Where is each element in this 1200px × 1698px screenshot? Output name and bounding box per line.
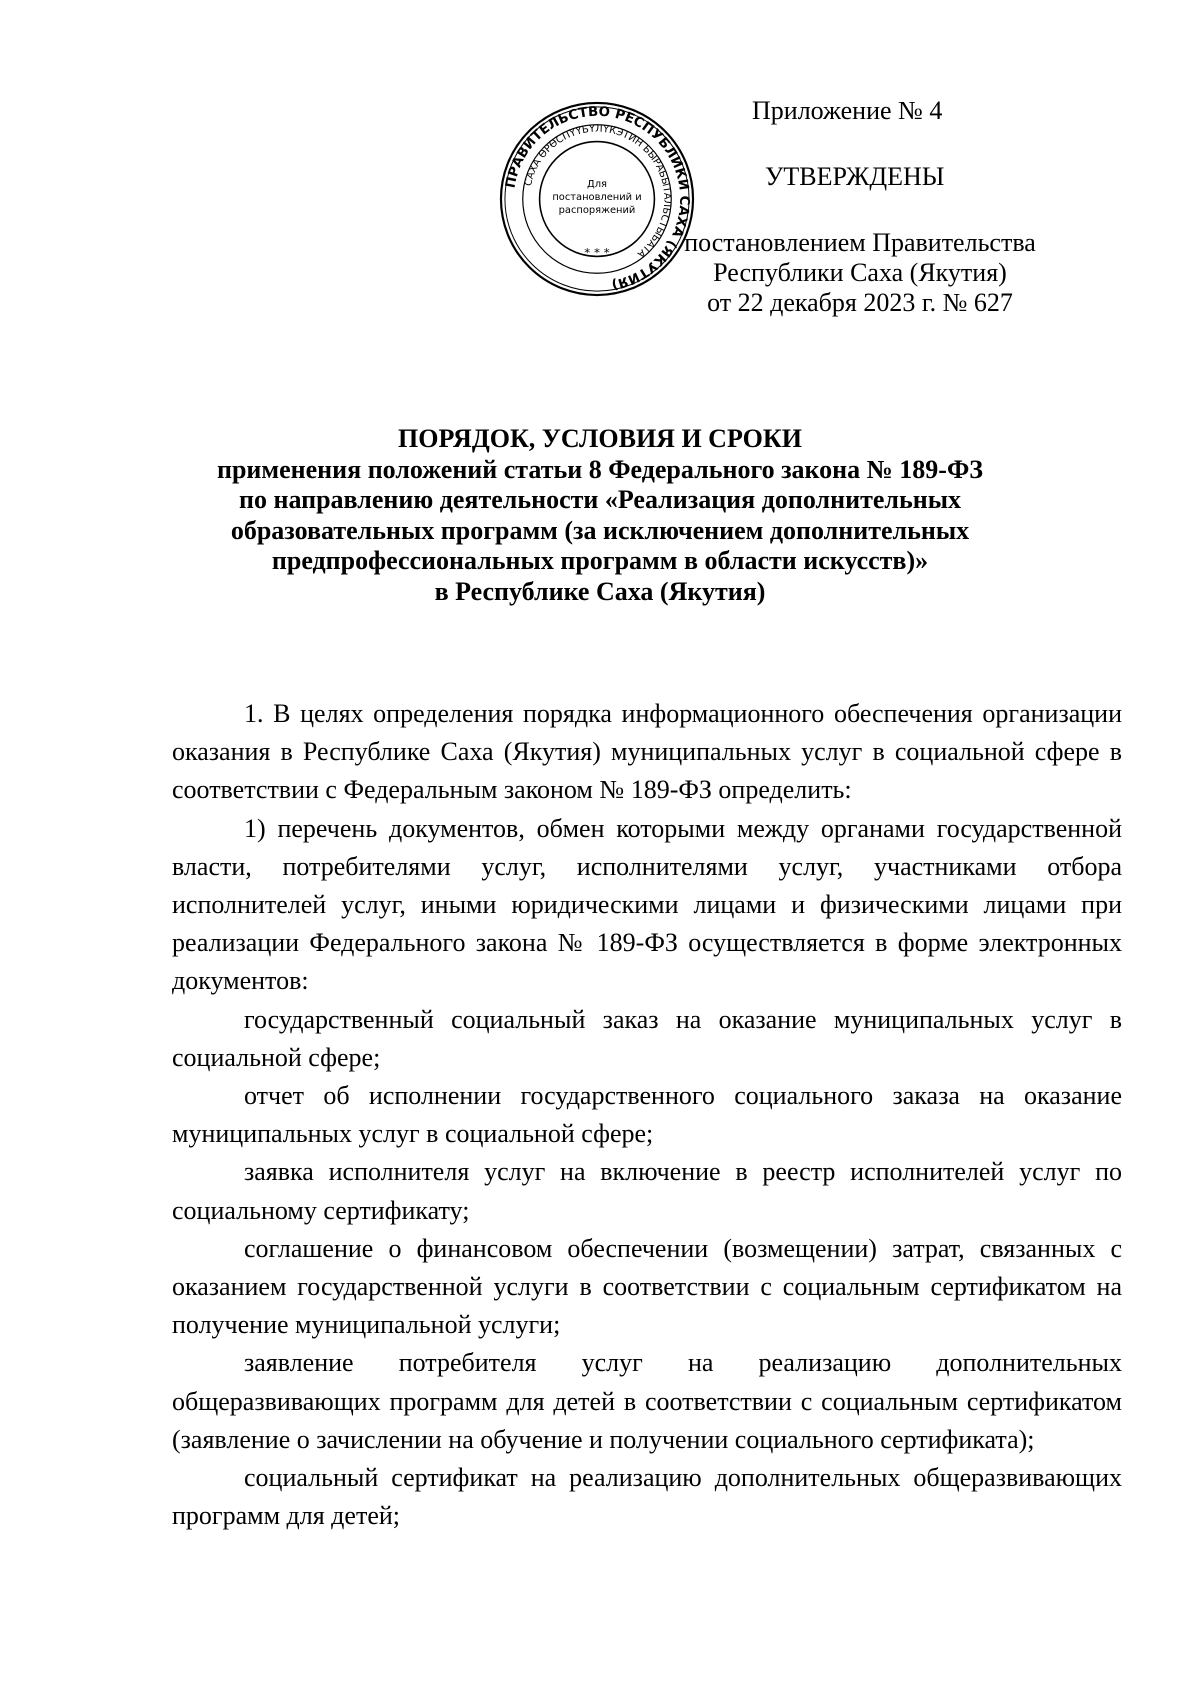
title-line: предпрофессиональных программ в области искусств)»: [271, 546, 929, 575]
body-paragraph: заявление потребителя услуг на реализацию дополнительных общеразвивающих программ для детей в соответствии с социальным сертификатом (заявление о зачислении на обучение и получении социального сертификата);: [172, 1348, 1122, 1454]
title-line: применения положений статьи 8 Федерального закона № 189-ФЗ: [216, 454, 984, 484]
title-line: по направлению деятельности «Реализация дополнительных: [238, 485, 961, 514]
title-line: в Республике Саха (Якутия): [434, 576, 766, 606]
appendix-number: Приложение № 4: [752, 96, 943, 125]
body-paragraph: заявка исполнителя услуг на включение в реестр исполнителей услуг по социальному сертификату;: [172, 1157, 1122, 1225]
body-paragraph: соглашение о финансовом обеспечении (возмещении) затрат, связанных с оказанием государственной услуги в соответствии с социальным сертификатом на получение муниципальной услуги;: [172, 1233, 1122, 1340]
stamp-center-line-2: постановлений и: [552, 191, 642, 203]
document-body: [172, 695, 1122, 1535]
title-line: образовательных программ (за исключением дополнительных: [230, 515, 970, 545]
stamp-inner-ring-text: САХА ӨРӨСПҮҮБҮЛҮКЭТИН БЫРАБЫТАЛЬСТЫБАТА: [523, 123, 673, 260]
stamp-stars: * * *: [584, 245, 610, 260]
approved-heading: УТВЕРЖДЕНЫ: [765, 162, 945, 191]
decree-line: постановлением Правительства: [684, 228, 1036, 257]
body-paragraph: государственный социальный заказ на оказание муниципальных услуг в социальной сфере;: [172, 1004, 1122, 1072]
stamp-center-line-3: распоряжений: [558, 204, 636, 216]
stamp-center-line-1: Для: [587, 179, 607, 191]
decree-line: от 22 декабря 2023 г. № 627: [707, 288, 1013, 317]
document-title: [170, 424, 1030, 607]
body-paragraph: социальный сертификат на реализацию дополнительных общеразвивающих программ для детей;: [172, 1463, 1122, 1531]
body-paragraph: 1. В целях определения порядка информационного обеспечения организации оказания в Республике Саха (Якутия) муниципальных услуг в социальной сфере в соответствии с Федеральным законом № 189-ФЗ определить:: [172, 699, 1122, 805]
body-paragraph: 1) перечень документов, обмен которыми между органами государственной власти, потребителями услуг, исполнителями услуг, участниками отбора исполнителей услуг, иными юридическими лицами и физическими лицами при реализации Федерального закона № 189-ФЗ осуществляется в форме электронных документов:: [172, 813, 1122, 996]
stamp-ring-text: ПРАВИТЕЛЬСТВО РЕСПУБЛИКИ САХА (ЯКУТИЯ): [503, 104, 692, 292]
body-paragraph: отчет об исполнении государственного социального заказа на оказание муниципальных услуг в социальной сфере;: [172, 1081, 1122, 1149]
title-line: ПОРЯДОК, УСЛОВИЯ И СРОКИ: [398, 424, 802, 453]
decree-reference: [660, 228, 1060, 318]
decree-line: Республики Саха (Якутия): [713, 258, 1007, 287]
